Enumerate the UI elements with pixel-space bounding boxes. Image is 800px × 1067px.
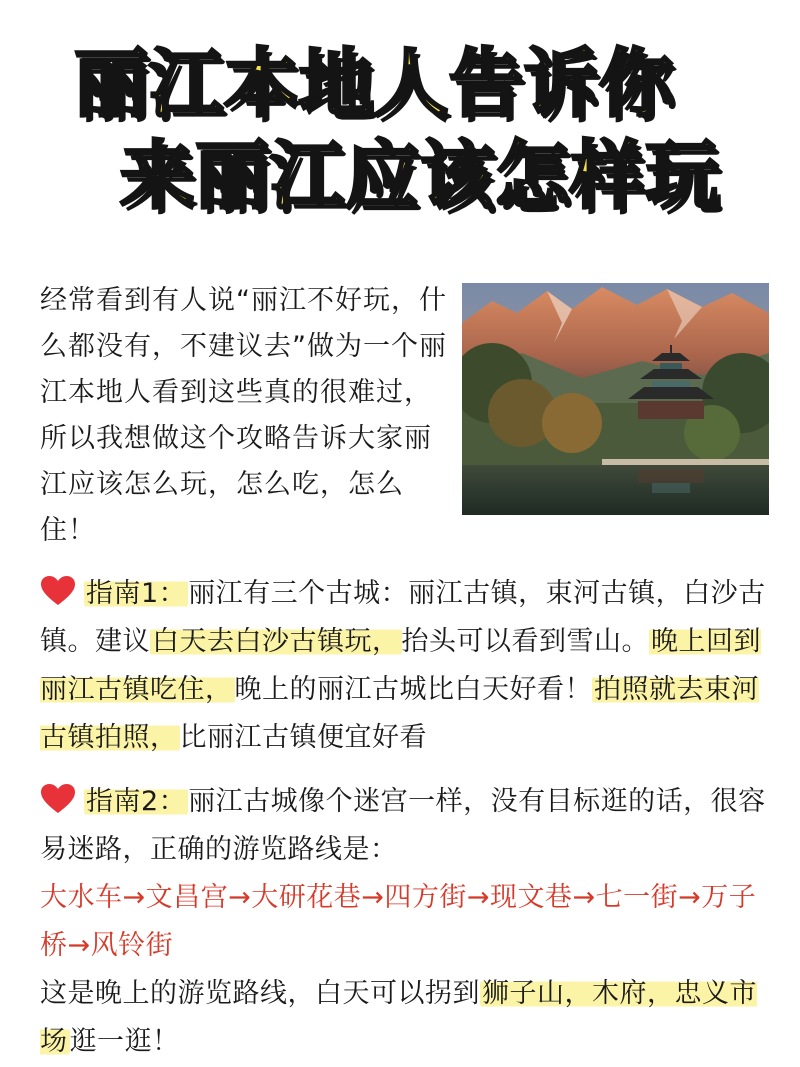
guide-1-highlight-2: 晚上回到丽江古镇吃住，: [40, 626, 761, 705]
guide-1-text-2: 抬头可以看到雪山。: [401, 626, 649, 657]
title-line-2: 来丽江应该怎样玩: [120, 133, 720, 219]
guide-2-label: 指南2：: [86, 786, 187, 817]
heart-icon: [40, 576, 76, 606]
guide-2-highlight-1: 狮子山，木府，忠义市场: [40, 978, 757, 1057]
guide-1-highlight-1: 白天去白沙古镇玩，: [152, 626, 400, 657]
guide-1-text-1: 丽江有三个古城：丽江古镇，束河古镇，白沙古镇。建议: [40, 578, 766, 657]
guide-1-label: 指南1：: [86, 578, 187, 609]
page-title: [0, 38, 800, 222]
guide-2-paragraph: [40, 778, 770, 1066]
guide-2-text-3: 逛一逛！: [69, 1026, 180, 1057]
guide-1-highlight-3: 拍照就去束河古镇拍照，: [40, 674, 759, 753]
guide-2-text-2: 这是晚上的游览路线，白天可以拐到: [40, 978, 480, 1009]
guide-1-text-3: 晚上的丽江古城比白天好看！: [234, 674, 592, 705]
guide-1-paragraph: [40, 570, 770, 762]
guide-1-text-4: 比丽江古镇便宜好看: [179, 722, 427, 753]
intro-paragraph: 经常看到有人说“丽江不好玩，什么都没有，不建议去”做为一个丽江本地人看到这些真的很难过，所以我想做这个攻略告诉大家丽江应该怎么玩，怎么吃，怎么住！: [40, 285, 447, 546]
heart-icon: [40, 784, 76, 814]
tour-route: 大水车→文昌宫→大研花巷→四方街→现文巷→七一街→万子桥→风铃街: [40, 882, 757, 961]
pavilion-landscape-image: [462, 283, 769, 515]
title-line-1: 丽江本地人告诉你: [74, 41, 674, 127]
lijiang-photo: [462, 283, 769, 515]
guide-2-text-1: 丽江古城像个迷宫一样，没有目标逛的话，很容易迷路，正确的游览路线是：: [40, 786, 766, 865]
